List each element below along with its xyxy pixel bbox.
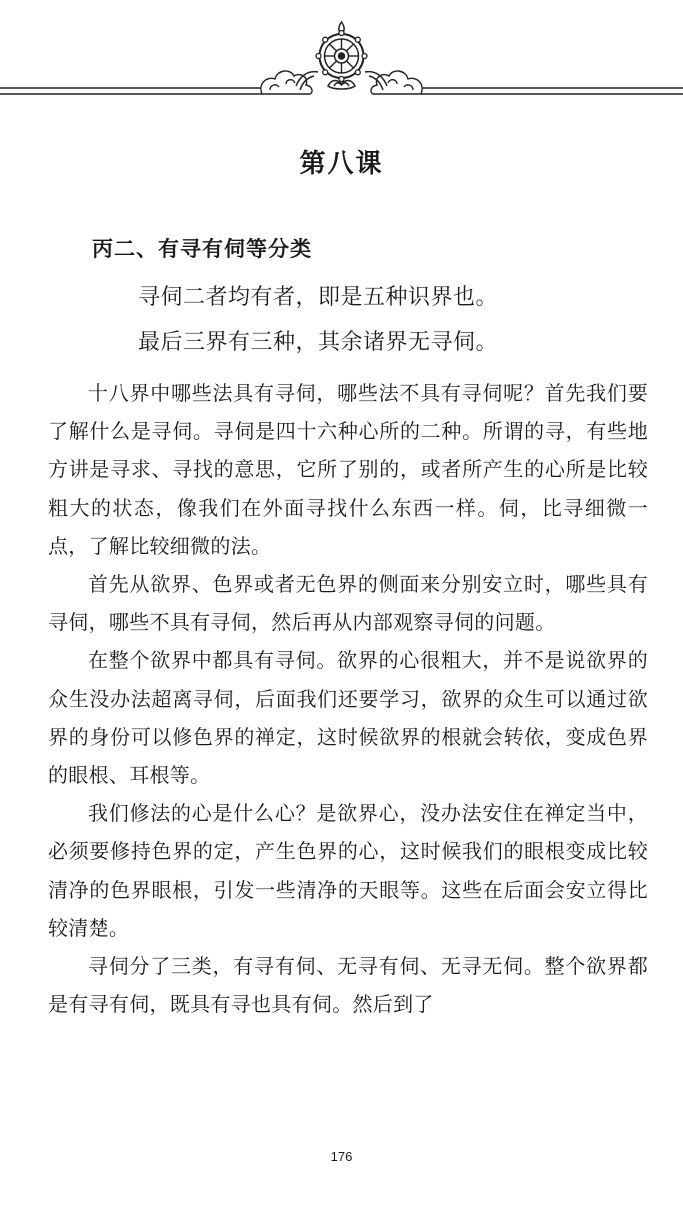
verse-line-2: 最后三界有三种，其余诸界无寻伺。 bbox=[138, 330, 499, 355]
header-rule-right bbox=[421, 88, 683, 94]
header-ornament bbox=[0, 0, 683, 110]
verse-line-1: 寻伺二者均有者，即是五种识界也。 bbox=[138, 285, 499, 310]
page-number: 176 bbox=[330, 1149, 353, 1164]
paragraph-5: 寻伺分了三类，有寻有伺、无寻有伺、无寻无伺。整个欲界都是有寻有伺，既具有寻也具有伺。然后到了 bbox=[48, 954, 648, 1017]
lesson-title: 第八课 bbox=[299, 149, 384, 179]
header-rule-left bbox=[0, 88, 262, 94]
paragraph-2: 首先从欲界、色界或者无色界的侧面来分别安立时，哪些具有寻伺，哪些不具有寻伺，然后再从内部观察寻伺的问题。 bbox=[48, 572, 648, 635]
body-text bbox=[48, 374, 648, 1023]
paragraph-4: 我们修法的心是什么心？是欲界心，没办法安住在禅定当中，必须要修持色界的定，产生色界的心，这时候我们的眼根变成比较清净的色界眼根，引发一些清净的天眼等。这些在后面会安立得比较清楚。 bbox=[48, 801, 648, 940]
dharma-wheel-icon bbox=[296, 22, 387, 90]
section-heading: 丙二、有寻有伺等分类 bbox=[92, 237, 312, 261]
paragraph-3: 在整个欲界中都具有寻伺。欲界的心很粗大，并不是说欲界的众生没办法超离寻伺，后面我们还要学习，欲界的众生可以通过欲界的身份可以修色界的禅定，这时候欲界的根就会转依，变成色界的眼根、耳根等。 bbox=[48, 648, 648, 788]
paragraph-1: 十八界中哪些法具有寻伺，哪些法不具有寻伺呢？首先我们要了解什么是寻伺。寻伺是四十六种心所的二种。所谓的寻，有些地方讲是寻求、寻找的意思，它所了别的，或者所产生的心所是比较粗大的状态，像我们在外面寻找什么东西一样。伺，比寻细微一点，了解比较细微的法。 bbox=[48, 381, 648, 558]
